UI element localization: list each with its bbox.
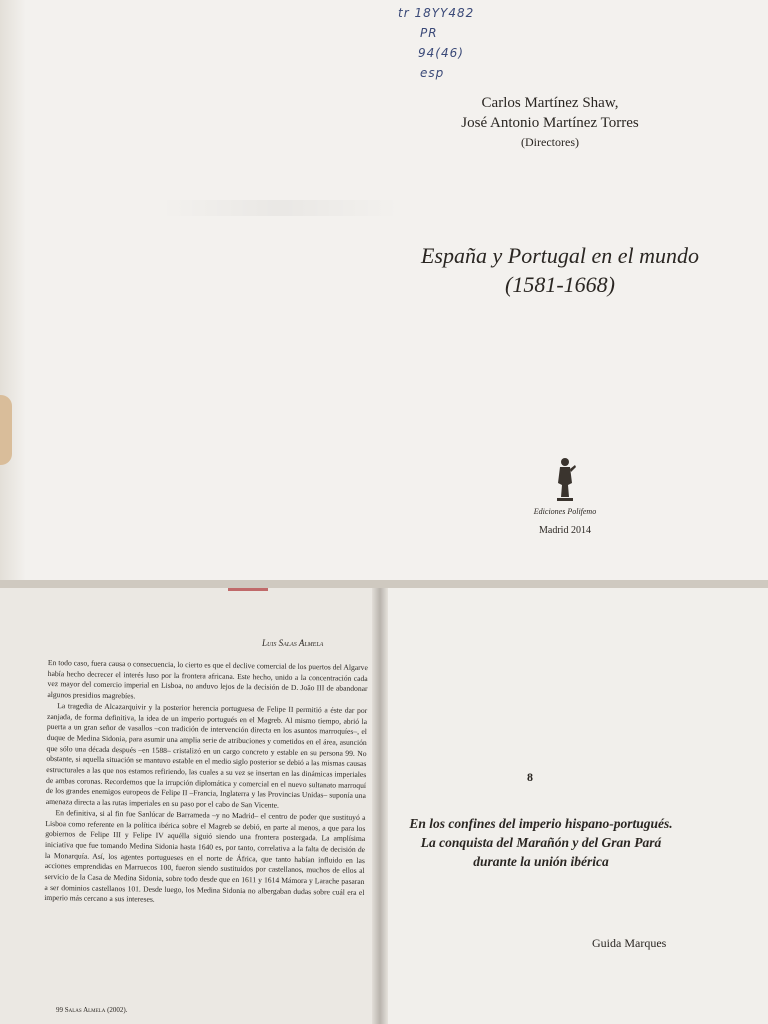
page-edge-mark	[228, 588, 268, 591]
chapter-number: 8	[527, 770, 533, 784]
paragraph: La tragedia de Alcazarquivir y la posterior herencia portuguesa de Felipe II permitió a éste dar por zanjada, de forma definitiva, la idea de un imperio portugués en el Magreb. Al mismo tiempo, abrió la puerta a un gran señor de vasallos –con tradición de intervención directa en los asuntos marroquíes–, el duque de Medina Sidonia, para asumir una amplia serie de atribuciones y cometidos en el área, asunción que sólo una década después –en 1588– cristalizó en un cargo concreto y estable en su persona 99. No obstante, si aquella situación se mantuvo estable en el medio siglo posterior se debió a las mismas causas estructurales a las que nos estamos refiriendo, las cuales a su vez se insertan en las dinámicas imperiales de ambas coronas. Recordemos que la irrupción diplomática y comercial en el nuevo sultanato marroquí de los grandes enemigos europeos de Felipe II –Francia, Inglaterra y las Provincias Unidas– suponía una amenaza directa a las rutas imperiales en su paso por el cabo de San Vicente.	[45, 700, 368, 810]
chapter-title	[386, 814, 696, 871]
footnote: 99 Salas Almela (2002).	[56, 1006, 128, 1014]
thumb	[0, 395, 12, 465]
book-gutter	[372, 588, 388, 1024]
chapter-author: Guida Marques	[592, 936, 667, 950]
body-text	[44, 658, 368, 909]
book-title: España y Portugal en el mundo	[420, 243, 700, 268]
chapter-title-line: La conquista del Marañón y del Gran Pará	[420, 835, 662, 850]
page-edge-shadow	[0, 0, 26, 580]
running-head: Luis Salas Almela	[262, 638, 324, 648]
handwritten-note: esp	[420, 66, 445, 80]
handwritten-note: PR	[420, 26, 438, 40]
book-years: (1581-1668)	[505, 272, 615, 297]
chapter-title-line: durante la unión ibérica	[473, 854, 609, 869]
right-page	[384, 588, 768, 1024]
editors-role: (Directores)	[521, 135, 579, 149]
chapter-title-line: En los confines del imperio hispano-portugués.	[409, 816, 673, 831]
publisher-name: Ediciones Polifemo	[533, 507, 597, 516]
editor-name: Carlos Martínez Shaw,	[481, 95, 619, 111]
publisher-emblem-icon	[553, 455, 577, 501]
editor-name: José Antonio Martínez Torres	[461, 115, 639, 131]
show-through-text	[160, 200, 400, 216]
handwritten-note: 94(46)	[418, 46, 464, 60]
paragraph: En todo caso, fuera causa o consecuencia, lo cierto es que el declive comercial de los puertos del Algarve había hecho decrecer el interés luso por la frontera africana. Este hecho, unido a la concentración cada vez mayor del comercio imperial en Lisboa, no anduvo lejos de la decisión de D. João III de abandonar algunos presidios magrebíes.	[47, 658, 368, 701]
imprint: Madrid 2014	[539, 525, 591, 536]
handwritten-note: tr 18YY482	[398, 6, 475, 20]
paragraph: En definitiva, si al fin fue Sanlúcar de Barrameda –y no Madrid– el centro de poder que sustituyó a Lisboa como referente en la política ibérica sobre el Magreb se debió, en parte al menos, a que para los gobiernos de Felipe III y Felipe IV aquélla siguió siendo una frontera postergada. La amplísima iniciativa que fue tomando Medina Sidonia hasta 1640 es, por tanto, correlativa a la falta de decisión de la Monarquía. Así, los agentes portugueses en el norte de África, que tanto habían influido en las acciones emprendidas en Marruecos 100, fueron siendo sustituidos por castellanos, muchos de ellos al servicio de la Casa de Medina Sidonia, sobre todo desde que en 1611 y 1614 Mámora y Larache pasaran a ser dominios castellanos 101. Desde luego, los Medina Sidonia no albergaban dudas sobre cuál era el imperio más cercano a sus intereses.	[44, 807, 366, 905]
